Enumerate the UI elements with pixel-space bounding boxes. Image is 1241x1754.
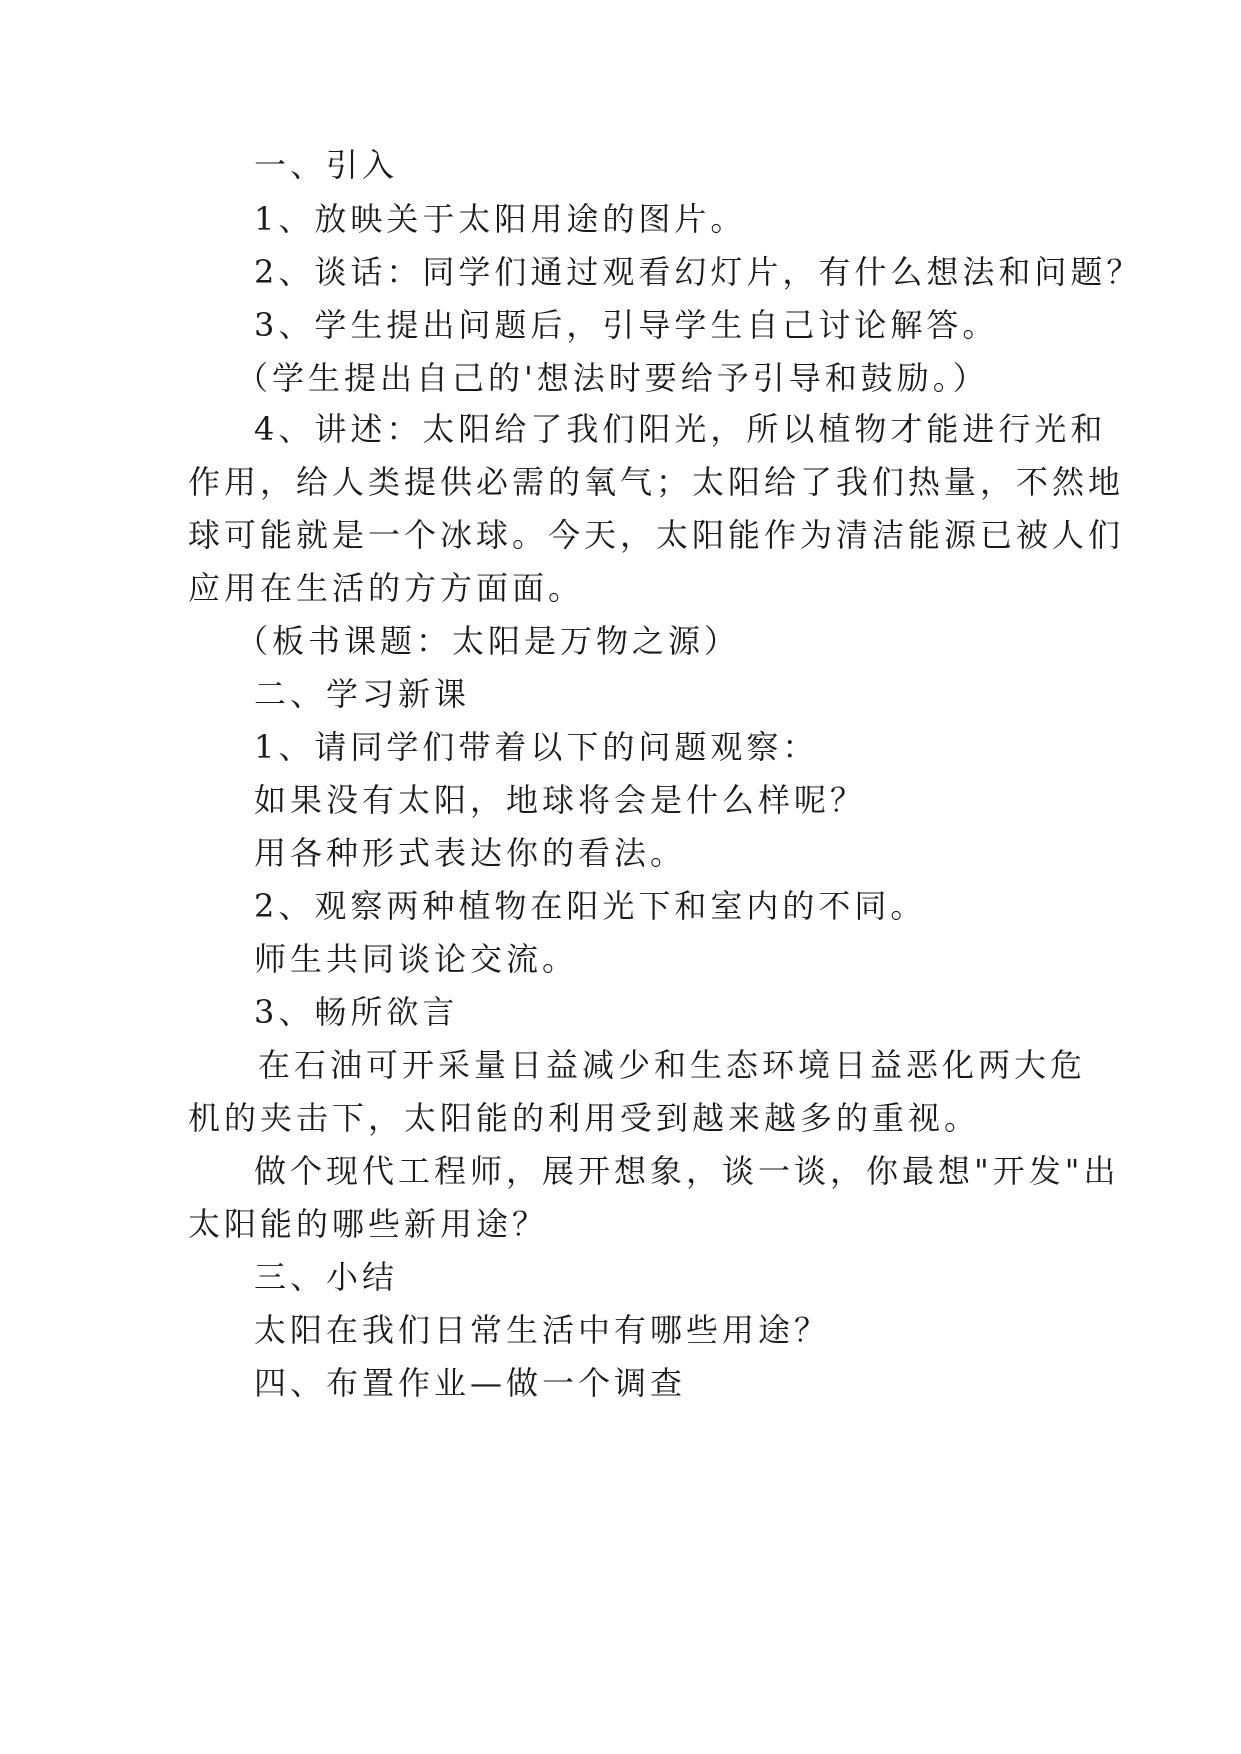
paragraph-line: 3、学生提出问题后，引导学生自己讨论解答。	[254, 306, 999, 344]
paragraph-line: 2、谈话：同学们通过观看幻灯片，有什么想法和问题？	[254, 253, 1143, 291]
paragraph-line: 做个现代工程师，展开想象，谈一谈，你最想"开发"出	[254, 1152, 1120, 1190]
paragraph-line: 用各种形式表达你的看法。	[254, 834, 687, 872]
paragraph-line: （板书课题：太阳是万物之源）	[236, 622, 741, 660]
paragraph-line: 1、请同学们带着以下的问题观察：	[254, 728, 819, 766]
paragraph-line: （学生提出自己的'想法时要给予引导和鼓励。）	[236, 359, 989, 397]
paragraph-line: 应用在生活的方方面面。	[188, 569, 585, 607]
paragraph-line: 师生共同谈论交流。	[254, 940, 579, 978]
paragraph-line: 3、畅所欲言	[254, 993, 459, 1031]
paragraph-line: 1、放映关于太阳用途的图片。	[254, 200, 747, 238]
heading-homework: 四、布置作业—做一个调查	[254, 1364, 687, 1402]
paragraph-line: 太阳能的哪些新用途？	[188, 1205, 549, 1243]
heading-summary: 三、小结	[254, 1258, 399, 1296]
paragraph-line: 机的夹击下，太阳能的利用受到越来越多的重视。	[188, 1099, 981, 1137]
paragraph-line: 球可能就是一个冰球。今天，太阳能作为清洁能源已被人们	[188, 516, 1125, 554]
paragraph-line: 2、观察两种植物在阳光下和室内的不同。	[254, 887, 927, 925]
paragraph-line: 4、讲述：太阳给了我们阳光，所以植物才能进行光和	[254, 410, 1107, 448]
heading-new-lesson: 二、学习新课	[254, 675, 471, 713]
paragraph-line: 在石油可开采量日益减少和生态环境日益恶化两大危	[258, 1046, 1087, 1084]
heading-intro: 一、引入	[254, 146, 399, 184]
paragraph-line: 作用，给人类提供必需的氧气；太阳给了我们热量，不然地	[188, 463, 1125, 501]
paragraph-line: 如果没有太阳，地球将会是什么样呢？	[254, 781, 867, 819]
paragraph-line: 太阳在我们日常生活中有哪些用途？	[254, 1311, 831, 1349]
